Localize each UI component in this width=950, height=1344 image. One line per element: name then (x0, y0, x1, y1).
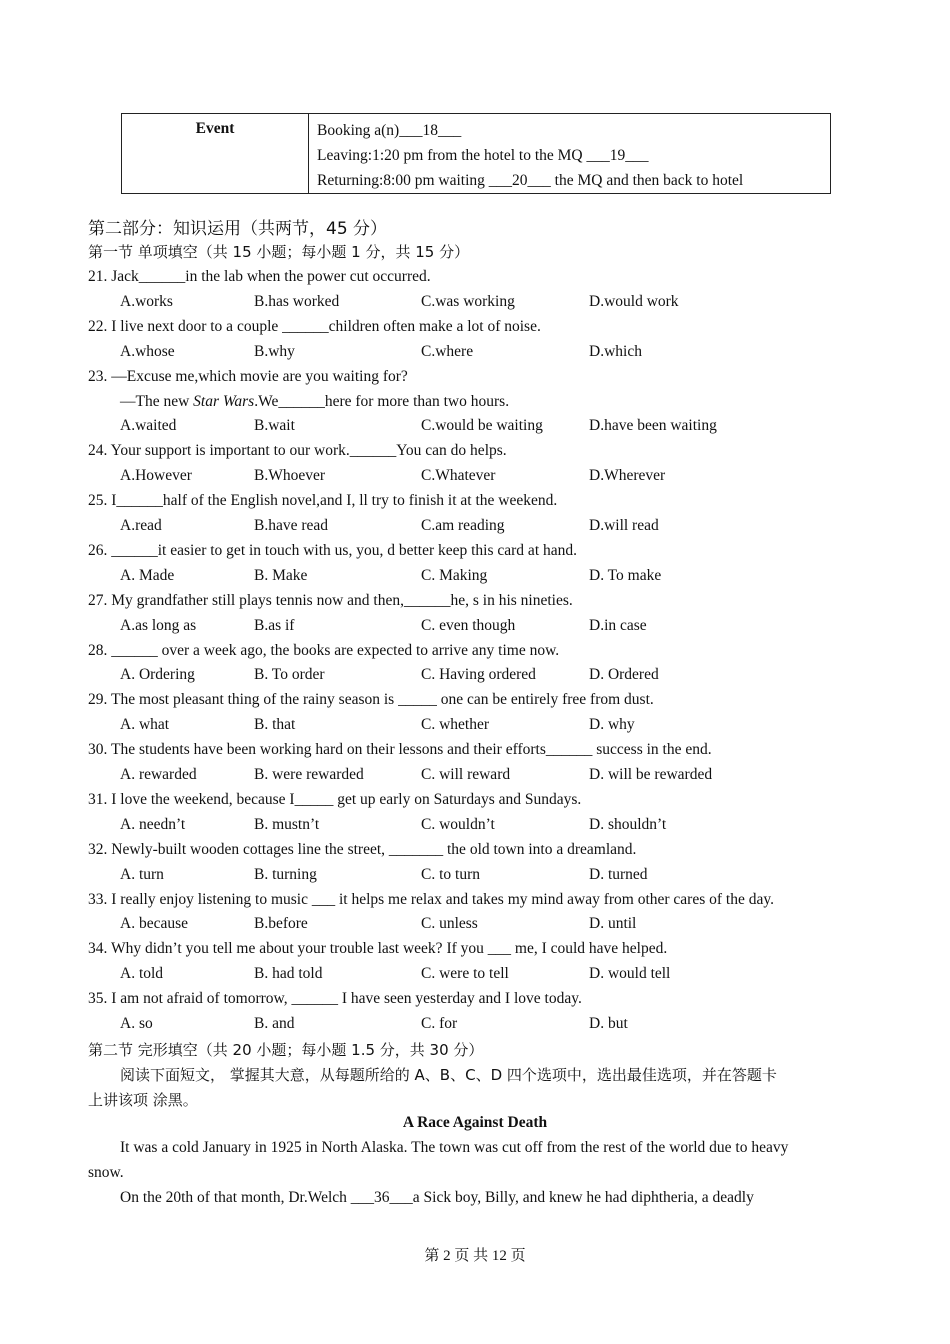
question-stem: 24. Your support is important to our work.______You can do helps. (88, 442, 507, 460)
question-stem: 30. The students have been working hard on their lessons and their efforts______ success in the end. (88, 741, 712, 759)
option-a: A.as long as (120, 616, 197, 634)
option-b: B.has worked (254, 292, 340, 310)
option-a: A. so (120, 1015, 153, 1032)
option-a: A. told (120, 965, 164, 983)
section2-instruction-line1: 阅读下面短文， 掌握其大意，从每题所给的 A、B、C、D 四个选项中，选出最佳选项，并在答题卡 (120, 1066, 777, 1084)
option-c: C. whether (421, 716, 490, 734)
question-stem: 23. —Excuse me,which movie are you waiting for? (88, 367, 408, 385)
option-c: C.where (421, 342, 474, 360)
question-stem: 32. Newly-built wooden cottages line the street, _______ the old town into a dreamland. (88, 840, 637, 858)
passage-title: A Race Against Death (402, 1114, 548, 1131)
question-stem: 26. ______it easier to get in touch with us, you, d better keep this card at hand. (88, 541, 577, 559)
option-a: A.waited (120, 417, 177, 435)
option-d: D. turned (589, 865, 648, 883)
section2-title: 第二节 完形填空（共 20 小题；每小题 1.5 分，共 30 分） (88, 1041, 484, 1059)
option-d: D.have been waiting (589, 417, 717, 435)
option-d: D. To make (589, 566, 662, 584)
option-c: C. even though (421, 616, 516, 634)
option-c: C.Whatever (421, 467, 496, 485)
option-a: A.works (120, 292, 173, 310)
option-d: D. shouldn’t (589, 815, 667, 833)
option-c: C. were to tell (421, 965, 509, 983)
option-b: B.Whoever (254, 467, 326, 485)
question-stem: 29. The most pleasant thing of the rainy season is _____ one can be entirely free from dust. (88, 691, 654, 709)
question-stem: 21. Jack______in the lab when the power cut occurred. (88, 268, 431, 285)
option-b: B. turning (254, 865, 317, 883)
option-d: D. will be rewarded (589, 766, 713, 783)
section2-instruction-line2: 上讲该项 涂黑。 (88, 1091, 198, 1109)
part2-title: 第二部分：知识运用（共两节，45 分） (88, 219, 388, 239)
option-c: C. Having ordered (421, 666, 536, 684)
question-stem: 34. Why didn’t you tell me about your trouble last week? If you ___ me, I could have helped. (88, 940, 668, 958)
question-stem: 22. I live next door to a couple ______children often make a lot of noise. (88, 317, 541, 335)
option-d: D. but (589, 1015, 628, 1032)
option-b: B. Make (254, 566, 308, 584)
option-b: B.as if (254, 616, 295, 634)
question-stem-line2: —The new Star Wars.We______here for more than two hours. (120, 392, 510, 410)
option-b: B. that (254, 716, 296, 734)
option-c: C.was working (421, 292, 515, 310)
event-row-leaving: Leaving:1:20 pm from the hotel to the MQ ___19___ (317, 147, 649, 164)
page-footer: 第 2 页 共 12 页 (424, 1248, 526, 1264)
event-row-returning: Returning:8:00 pm waiting ___20___ the MQ and then back to hotel (317, 172, 744, 189)
option-d: D.in case (589, 616, 647, 634)
event-table (121, 113, 831, 194)
passage-para1-line1: It was a cold January in 1925 in North Alaska. The town was cut off from the rest of the world due to heavy (120, 1139, 789, 1156)
question-stem: 28. ______ over a week ago, the books are expected to arrive any time now. (88, 641, 560, 659)
option-a: A. Ordering (120, 666, 195, 684)
option-c: C. to turn (421, 865, 480, 883)
option-d: D. Ordered (589, 666, 659, 684)
event-header (122, 114, 309, 194)
option-b: B.wait (254, 417, 295, 435)
option-b: B.have read (254, 517, 329, 534)
option-c: C. will reward (421, 766, 511, 783)
option-c: C. Making (421, 566, 488, 584)
question-stem: 35. I am not afraid of tomorrow, ______ I have seen yesterday and I love today. (88, 990, 582, 1008)
option-a: A. what (120, 716, 170, 734)
question-stem: 33. I really enjoy listening to music ___ it helps me relax and takes my mind away from other cares of the day. (88, 890, 774, 908)
option-b: B.why (254, 342, 295, 360)
option-d: D. would tell (589, 965, 671, 983)
section1-title: 第一节 单项填空（共 15 小题；每小题 1 分，共 15 分） (88, 243, 470, 261)
option-b: B. To order (254, 666, 325, 684)
question-stem: 31. I love the weekend, because I_____ get up early on Saturdays and Sundays. (88, 790, 582, 808)
option-a: A.However (120, 467, 192, 485)
option-c: C. wouldn’t (421, 815, 495, 833)
question-stem: 25. I______half of the English novel,and I, ll try to finish it at the weekend. (88, 492, 558, 510)
option-b: B. mustn’t (254, 815, 320, 833)
question-stem: 27. My grandfather still plays tennis now and then,______he, s in his nineties. (88, 591, 573, 609)
option-d: D. until (589, 915, 637, 933)
option-d: D. why (589, 716, 635, 734)
option-b: B. and (254, 1015, 295, 1032)
event-details (309, 114, 831, 194)
event-row-booking: Booking a(n)___18___ (317, 122, 462, 139)
passage-para2-line1: On the 20th of that month, Dr.Welch ___36___a Sick boy, Billy, and knew he had diphtheria, a deadly (120, 1189, 754, 1206)
option-d: D.Wherever (589, 467, 666, 485)
option-d: D.would work (589, 292, 679, 310)
option-a: A.whose (120, 342, 175, 360)
passage-para1-line2: snow. (88, 1164, 124, 1181)
option-a: A. rewarded (120, 766, 197, 783)
option-b: B. were rewarded (254, 766, 364, 783)
option-c: C. for (421, 1015, 458, 1032)
option-a: A. Made (120, 566, 175, 584)
option-c: C.would be waiting (421, 417, 543, 435)
option-a: A. turn (120, 865, 164, 883)
option-d: D.will read (589, 517, 659, 534)
option-b: B. had told (254, 965, 323, 983)
option-c: C. unless (421, 915, 478, 933)
event-header-label: Event (195, 120, 235, 137)
option-c: C.am reading (421, 517, 505, 534)
option-a: A. needn’t (120, 815, 186, 833)
option-b: B.before (254, 915, 308, 933)
option-a: A.read (120, 517, 162, 534)
option-d: D.which (589, 342, 642, 360)
option-a: A. because (120, 915, 188, 933)
